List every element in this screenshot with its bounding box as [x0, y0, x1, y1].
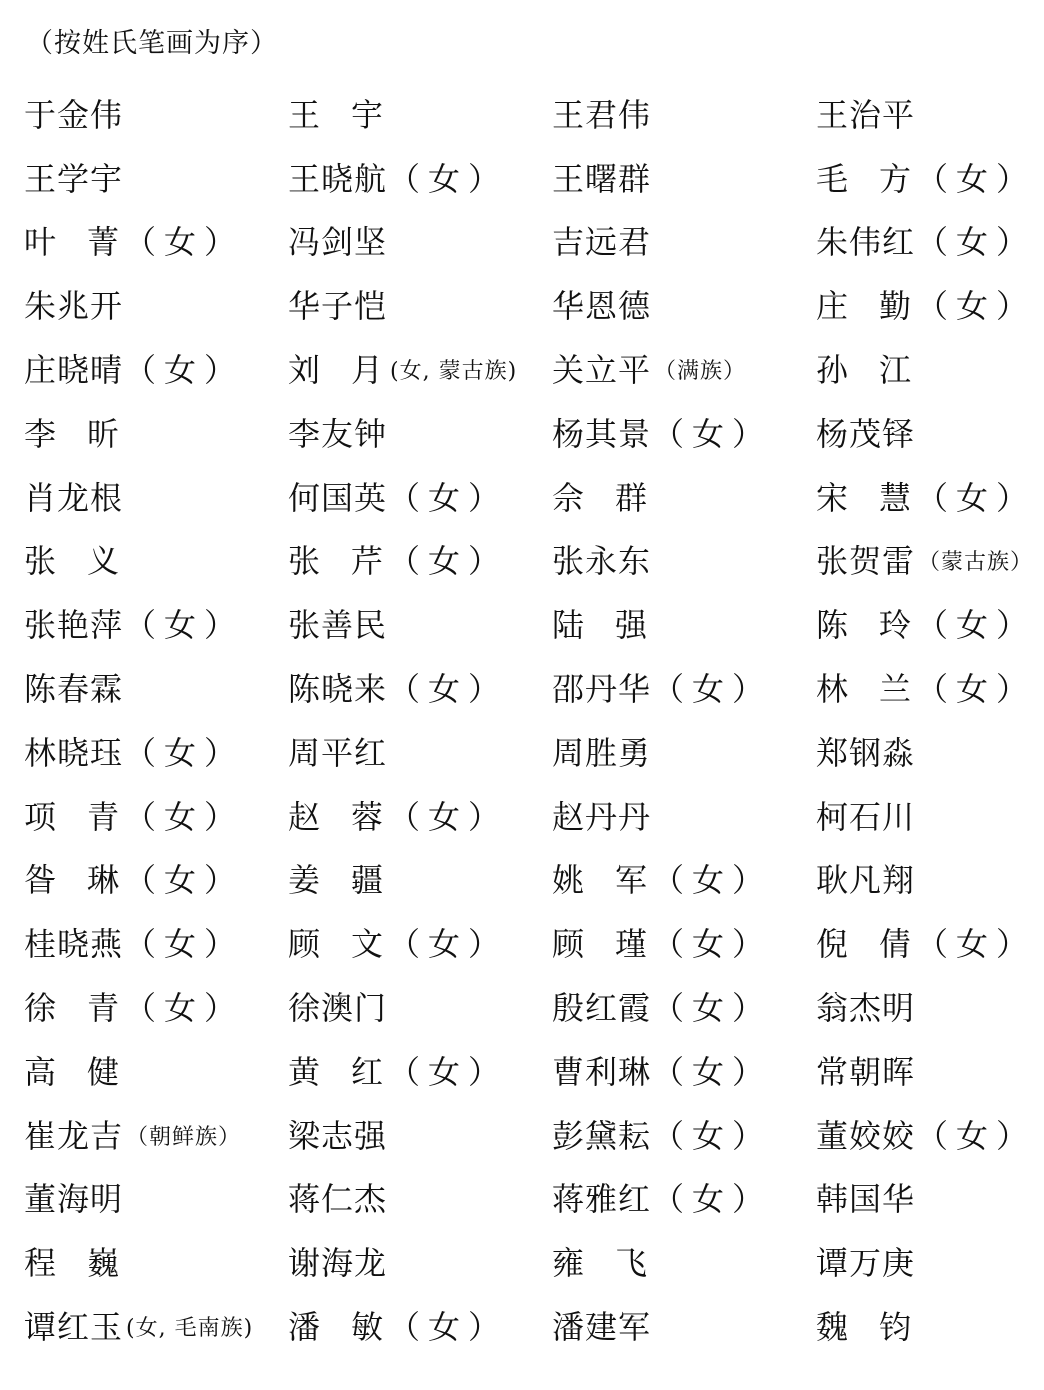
- member-entry: [552, 1295, 816, 1359]
- member-entry: [816, 849, 1040, 913]
- member-name: 李 昕: [24, 414, 120, 453]
- member-name: 梁 志 强: [288, 1116, 388, 1155]
- member-name: 刘 月: [288, 351, 384, 390]
- member-entry: [552, 976, 816, 1040]
- member-entry: [288, 657, 552, 721]
- member-entry: [24, 83, 288, 147]
- member-name: 倪 倩: [816, 925, 912, 964]
- member-name: 张 芹: [288, 542, 384, 581]
- member-note: （女）: [388, 797, 509, 836]
- member-name: 关 立 平: [552, 351, 652, 390]
- member-entry: [816, 1104, 1040, 1168]
- ordering-note: （按姓氏笔画为序）: [26, 28, 278, 59]
- member-name: 孙 江: [816, 351, 912, 390]
- member-note: （女）: [124, 733, 245, 772]
- member-note: （女）: [388, 159, 509, 198]
- member-note: （满族）: [654, 359, 747, 385]
- member-name: 王 学 宇: [24, 159, 124, 198]
- member-name: 项 青: [24, 797, 120, 836]
- member-name: 崔 龙 吉: [24, 1116, 124, 1155]
- member-note: （女）: [652, 1116, 773, 1155]
- member-entry: [24, 147, 288, 211]
- member-entry: [816, 402, 1040, 466]
- member-entry: [552, 657, 816, 721]
- member-entry: [288, 530, 552, 594]
- member-name: 王 治 平: [816, 95, 916, 134]
- name-list: [24, 83, 1040, 1359]
- member-name: 昝 琳: [24, 861, 120, 900]
- member-name: 吉 远 君: [552, 223, 652, 262]
- member-note: （女）: [388, 542, 509, 581]
- member-entry: [288, 1231, 552, 1295]
- member-name: 陈 春 霖: [24, 670, 124, 709]
- member-name: 谭 万 庚: [816, 1244, 916, 1283]
- member-entry: [552, 530, 816, 594]
- member-entry: [552, 912, 816, 976]
- member-entry: [816, 657, 1040, 721]
- member-entry: [552, 1104, 816, 1168]
- member-entry: [816, 785, 1040, 849]
- member-name: 肖 龙 根: [24, 478, 124, 517]
- member-name: 魏 钧: [816, 1308, 912, 1347]
- member-name: 李 友 钟: [288, 414, 388, 453]
- member-name: 张 贺 雷: [816, 542, 916, 581]
- member-entry: [552, 147, 816, 211]
- member-name: 张 永 东: [552, 542, 652, 581]
- member-entry: [552, 274, 816, 338]
- member-note: （女）: [916, 287, 1037, 326]
- member-note: （蒙古族）: [918, 550, 1034, 576]
- member-entry: [552, 1040, 816, 1104]
- member-name: 董 姣 姣: [816, 1116, 916, 1155]
- member-entry: [552, 785, 816, 849]
- member-entry: [816, 530, 1040, 594]
- member-note: （女）: [916, 159, 1037, 198]
- member-note: （女）: [388, 925, 509, 964]
- member-note: （女）: [124, 223, 245, 262]
- member-name: 朱 兆 开: [24, 287, 124, 326]
- member-name: 潘 敏: [288, 1308, 384, 1347]
- member-entry: [816, 274, 1040, 338]
- member-note: （女）: [388, 1308, 509, 1347]
- member-entry: [24, 849, 288, 913]
- member-entry: [288, 402, 552, 466]
- member-name: 王 宇: [288, 95, 384, 134]
- member-name: 姚 军: [552, 861, 648, 900]
- member-entry: [24, 1040, 288, 1104]
- member-name: 周 平 红: [288, 733, 388, 772]
- member-name: 程 巍: [24, 1244, 120, 1283]
- member-name: 顾 文: [288, 925, 384, 964]
- member-name: 王 晓 航: [288, 159, 388, 198]
- member-name: 王 君 伟: [552, 95, 652, 134]
- member-note: （女）: [124, 925, 245, 964]
- member-note: （朝鲜族）: [126, 1124, 242, 1150]
- member-name: 翁 杰 明: [816, 989, 916, 1028]
- member-name: 韩 国 华: [816, 1180, 916, 1219]
- member-name: 王 曙 群: [552, 159, 652, 198]
- member-entry: [552, 593, 816, 657]
- member-note: （女）: [124, 989, 245, 1028]
- member-note: （女）: [388, 1052, 509, 1091]
- member-entry: [288, 593, 552, 657]
- member-entry: [288, 1104, 552, 1168]
- member-note: （女）: [652, 1180, 773, 1219]
- member-entry: [24, 912, 288, 976]
- member-entry: [816, 1040, 1040, 1104]
- member-name: 郑 钢 淼: [816, 733, 916, 772]
- member-name: 宋 慧: [816, 478, 912, 517]
- member-entry: [24, 593, 288, 657]
- member-note: （女）: [916, 670, 1037, 709]
- member-name: 陆 强: [552, 606, 648, 645]
- member-entry: [288, 211, 552, 275]
- member-name: 叶 菁: [24, 223, 120, 262]
- member-note: （女）: [652, 989, 773, 1028]
- member-entry: [288, 147, 552, 211]
- member-note: （女）: [652, 670, 773, 709]
- member-name: 雍 飞: [552, 1244, 648, 1283]
- member-name: 高 健: [24, 1052, 120, 1091]
- member-name: 陈 玲: [816, 606, 912, 645]
- member-entry: [288, 1168, 552, 1232]
- member-entry: [24, 402, 288, 466]
- member-name: 庄 勤: [816, 287, 912, 326]
- member-name: 曹 利 琳: [552, 1052, 652, 1091]
- member-entry: [24, 976, 288, 1040]
- member-entry: [288, 721, 552, 785]
- member-entry: [552, 211, 816, 275]
- member-note: （女）: [652, 1052, 773, 1091]
- member-name: 彭 黛 耘: [552, 1116, 652, 1155]
- member-entry: [816, 83, 1040, 147]
- member-name: 杨 茂 铎: [816, 414, 916, 453]
- member-entry: [816, 211, 1040, 275]
- member-note: （女）: [124, 606, 245, 645]
- member-entry: [288, 1040, 552, 1104]
- member-entry: [816, 976, 1040, 1040]
- member-entry: [552, 849, 816, 913]
- member-name: 谭 红 玉: [24, 1308, 124, 1347]
- member-name: 林 晓 珏: [24, 733, 124, 772]
- member-name: 张 义: [24, 542, 120, 581]
- member-entry: [552, 1168, 816, 1232]
- member-name: 徐 青: [24, 989, 120, 1028]
- member-name: 谢 海 龙: [288, 1244, 388, 1283]
- member-name: 耿 凡 翔: [816, 861, 916, 900]
- member-name: 蒋 仁 杰: [288, 1180, 388, 1219]
- member-entry: [816, 721, 1040, 785]
- member-note: （女）: [652, 925, 773, 964]
- member-entry: [24, 211, 288, 275]
- member-name: 常 朝 晖: [816, 1052, 916, 1091]
- member-name: 顾 瑾: [552, 925, 648, 964]
- member-name: 赵 蓉: [288, 797, 384, 836]
- member-entry: [24, 530, 288, 594]
- member-entry: [552, 466, 816, 530]
- member-entry: [552, 338, 816, 402]
- member-note: （女）: [916, 478, 1037, 517]
- member-entry: [816, 466, 1040, 530]
- member-name: 华 子 恺: [288, 287, 388, 326]
- member-entry: [24, 1231, 288, 1295]
- member-note: （女）: [916, 606, 1037, 645]
- member-name: 姜 疆: [288, 861, 384, 900]
- member-name: 毛 方: [816, 159, 912, 198]
- member-name: 柯 石 川: [816, 797, 916, 836]
- member-entry: [816, 912, 1040, 976]
- member-entry: [24, 1295, 288, 1359]
- member-entry: [24, 657, 288, 721]
- member-entry: [288, 976, 552, 1040]
- member-note: （女）: [388, 478, 509, 517]
- member-name: 佘 群: [552, 478, 648, 517]
- member-entry: [552, 1231, 816, 1295]
- member-entry: [816, 338, 1040, 402]
- member-name: 杨 其 景: [552, 414, 652, 453]
- member-name: 朱 伟 红: [816, 223, 916, 262]
- member-entry: [24, 338, 288, 402]
- member-name: 蒋 雅 红: [552, 1180, 652, 1219]
- member-note: （女）: [124, 351, 245, 390]
- member-note: (女, 蒙古族): [390, 359, 518, 385]
- member-name: 华 恩 德: [552, 287, 652, 326]
- member-entry: [288, 466, 552, 530]
- member-entry: [288, 849, 552, 913]
- member-name: 张 善 民: [288, 606, 388, 645]
- member-entry: [552, 721, 816, 785]
- member-entry: [24, 466, 288, 530]
- member-entry: [552, 83, 816, 147]
- member-entry: [24, 721, 288, 785]
- member-name: 陈 晓 来: [288, 670, 388, 709]
- member-entry: [288, 785, 552, 849]
- member-name: 赵 丹 丹: [552, 797, 652, 836]
- member-note: （女）: [388, 670, 509, 709]
- member-entry: [288, 338, 552, 402]
- member-note: （女）: [916, 223, 1037, 262]
- member-entry: [24, 785, 288, 849]
- member-name: 何 国 英: [288, 478, 388, 517]
- member-entry: [288, 274, 552, 338]
- member-name: 周 胜 勇: [552, 733, 652, 772]
- member-entry: [816, 1295, 1040, 1359]
- member-name: 张 艳 萍: [24, 606, 124, 645]
- member-name: 殷 红 霞: [552, 989, 652, 1028]
- member-note: （女）: [916, 1116, 1037, 1155]
- member-entry: [816, 147, 1040, 211]
- member-note: （女）: [124, 797, 245, 836]
- member-note: （女）: [916, 925, 1037, 964]
- member-entry: [816, 1168, 1040, 1232]
- member-entry: [288, 912, 552, 976]
- member-entry: [816, 593, 1040, 657]
- member-name: 董 海 明: [24, 1180, 124, 1219]
- member-note: （女）: [124, 861, 245, 900]
- member-name: 冯 剑 坚: [288, 223, 388, 262]
- member-entry: [816, 1231, 1040, 1295]
- member-name: 林 兰: [816, 670, 912, 709]
- member-name: 潘 建 军: [552, 1308, 652, 1347]
- member-entry: [288, 1295, 552, 1359]
- member-note: （女）: [652, 414, 773, 453]
- member-name: 于 金 伟: [24, 95, 124, 134]
- member-note: (女, 毛南族): [126, 1316, 254, 1342]
- member-name: 邵 丹 华: [552, 670, 652, 709]
- member-entry: [24, 274, 288, 338]
- member-entry: [24, 1168, 288, 1232]
- member-note: （女）: [652, 861, 773, 900]
- member-name: 桂 晓 燕: [24, 925, 124, 964]
- member-name: 徐 澳 门: [288, 989, 388, 1028]
- member-entry: [24, 1104, 288, 1168]
- member-name: 庄 晓 晴: [24, 351, 124, 390]
- member-name: 黄 红: [288, 1052, 384, 1091]
- member-entry: [288, 83, 552, 147]
- member-entry: [552, 402, 816, 466]
